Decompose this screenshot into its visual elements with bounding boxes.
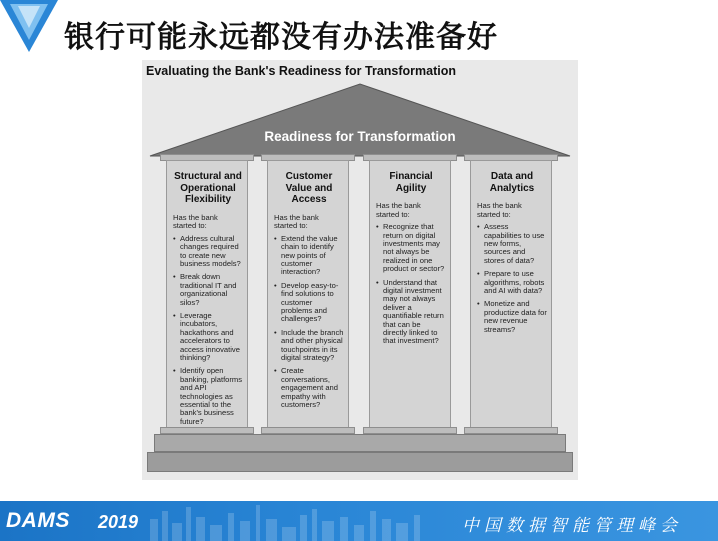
figure-title: Evaluating the Bank's Readiness for Transformation	[146, 64, 456, 78]
pillar-list	[376, 223, 446, 346]
pillar-intro: Has the bank started to:	[376, 201, 421, 219]
readiness-figure	[142, 60, 578, 480]
pillar-financial-agility	[369, 160, 451, 430]
list-item: • Leverage incubators, hackathons and accelerators to access innovative thinking?	[173, 312, 243, 362]
list-item: • Include the branch and other physical touchpoints in its digital strategy?	[274, 329, 344, 363]
pillar-list	[274, 235, 344, 410]
list-item: • Prepare to use algorithms, robots and AI with data?	[477, 270, 547, 295]
list-item: • Develop easy-to-find solutions to customer problems and challenges?	[274, 282, 344, 324]
pillar-intro: Has the bank started to:	[173, 212, 218, 231]
pillar-base	[160, 427, 254, 434]
roof-label: Readiness for Transformation	[264, 129, 456, 144]
footer-year: 2019	[98, 512, 139, 532]
pillar-structural-flexibility	[166, 160, 248, 430]
pillar-intro: Has the bank started to:	[274, 212, 319, 231]
slide-title: 银行可能永远都没有办法准备好	[64, 20, 498, 55]
footer-banner	[0, 501, 718, 541]
list-item: • Recognize that return on digital investments may not always be realized in one product or sector?	[376, 223, 446, 273]
list-item: • Monetize and productize data for new revenue streams?	[477, 300, 547, 334]
logo-triangle-icon	[0, 0, 60, 56]
base-step-bottom	[147, 452, 573, 472]
pillar-title: Data and Analytics	[489, 171, 535, 194]
pillar-base	[464, 427, 558, 434]
list-item: • Identify open banking, platforms and API technologies as essential to the bank's business future?	[173, 367, 243, 426]
pillar-title: Structural and Operational Flexibility	[174, 171, 242, 205]
list-item: • Create conversations, engagement and empathy with customers?	[274, 367, 344, 409]
footer-event-name: 中国数据智能管理峰会	[462, 516, 682, 536]
pillar-title: Customer Value and Access	[285, 171, 333, 205]
pillar-list	[173, 235, 243, 427]
base-step-top	[154, 434, 566, 452]
list-item: • Extend the value chain to identify new points of customer interaction?	[274, 235, 344, 277]
list-item: • Address cultural changes required to create new business models?	[173, 235, 243, 269]
pillar-base	[261, 427, 355, 434]
pillar-title: Financial Agility	[389, 171, 433, 194]
list-item: • Assess capabilities to use new forms, sources and stores of data?	[477, 223, 547, 265]
pillar-list	[477, 223, 547, 334]
footer-brand-logo: DAMS	[6, 509, 70, 532]
pillar-intro: Has the bank started to:	[477, 201, 522, 219]
list-item: • Break down traditional IT and organizational silos?	[173, 273, 243, 307]
pillar-data-analytics	[470, 160, 552, 430]
pillar-base	[363, 427, 457, 434]
pillar-customer-value	[267, 160, 349, 430]
list-item: • Understand that digital investment may not always deliver a quantifiable return that can be directly linked to that investment?	[376, 279, 446, 346]
